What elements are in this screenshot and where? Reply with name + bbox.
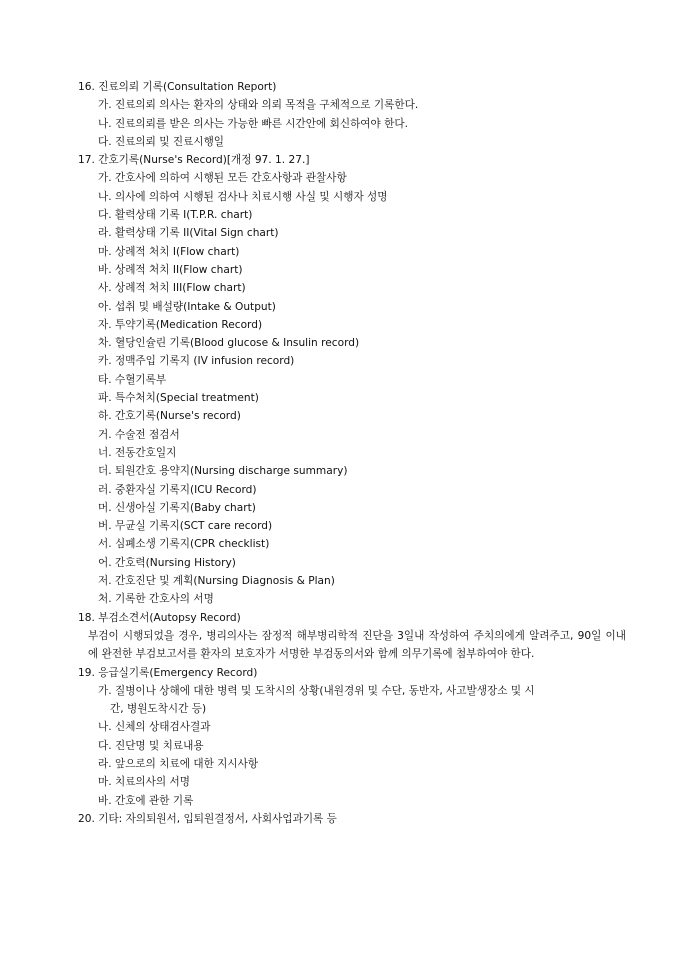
list-item: 너. 전동간호일지: [98, 446, 177, 459]
list-item: 마. 상례적 처치 I(Flow chart): [98, 245, 240, 258]
list-item: 사. 상례적 처치 III(Flow chart): [98, 282, 246, 295]
list-item: 저. 간호진단 및 계획(Nursing Diagnosis & Plan): [98, 575, 335, 588]
list-item: 어. 간호력(Nursing History): [98, 556, 236, 569]
list-item: [78, 682, 626, 719]
list-item: 아. 섭취 및 배설량(Intake & Output): [98, 300, 276, 313]
list-item: 차. 혈당인슐린 기록(Blood glucose & Insulin record): [98, 337, 360, 350]
list-item: 버. 무균실 기록지(SCT care record): [98, 520, 273, 533]
list-item: 다. 진료의뢰 및 진료시행일: [98, 135, 225, 148]
list-item: 라. 활력상태 기록 II(Vital Sign chart): [98, 227, 279, 240]
list-item: 처. 기록한 간호사의 서명: [98, 593, 214, 606]
list-item: 다. 활력상태 기록 I(T.P.R. chart): [98, 209, 253, 222]
list-item: 더. 퇴원간호 용약지(Nursing discharge summary): [98, 465, 348, 478]
list-item: 카. 정맥주입 기록지 (IV infusion record): [98, 355, 295, 368]
list-item: 거. 수술전 점검서: [98, 428, 180, 441]
section-heading-17: 17. 간호기록(Nurse's Record)[개정 97. 1. 27.]: [78, 154, 310, 167]
list-item: 가. 진료의뢰 의사는 환자의 상태와 의뢰 목적을 구체적으로 기록한다.: [98, 99, 419, 112]
list-item: 마. 치료의사의 서명: [98, 776, 190, 789]
list-item: 자. 투약기록(Medication Record): [98, 318, 263, 331]
list-item: 다. 진단명 및 치료내용: [98, 739, 204, 752]
document-body: [78, 78, 626, 828]
list-item: 하. 간호기록(Nurse's record): [98, 410, 241, 423]
list-item: 러. 중환자실 기록지(ICU Record): [98, 483, 257, 496]
section-paragraph-18: 부검이 시행되었을 경우, 병리의사는 잠정적 해부병리학적 진단을 3일내 작성하여 주치의에게 알려주고, 90일 이내에 완전한 부검보고서를 환자의 보호자가 서명한 부검동의서와 함께 의무기록에 첨부하여야 한다.: [88, 629, 626, 661]
section-heading-16: 16. 진료의뢰 기록(Consultation Report): [78, 81, 277, 93]
list-item: 나. 의사에 의하여 시행된 검사나 치료시행 사실 및 시행자 성명: [98, 190, 388, 203]
list-item: 파. 특수처치(Special treatment): [98, 392, 259, 405]
list-item: 서. 심폐소생 기록지(CPR checklist): [98, 538, 270, 551]
section-heading-18: 18. 부검소견서(Autopsy Record): [78, 611, 241, 624]
section-heading-19: 19. 응급실기록(Emergency Record): [78, 666, 258, 679]
list-item: 바. 간호에 관한 기록: [98, 794, 194, 807]
list-item: 바. 상례적 처치 II(Flow chart): [98, 263, 243, 276]
list-item: 머. 신생아실 기록지(Baby chart): [98, 501, 256, 514]
list-item: 나. 신체의 상태검사결과: [98, 721, 211, 734]
list-item: 타. 수혈기록부: [98, 373, 167, 386]
list-item-continuation: 간, 병원도착시간 등): [110, 703, 207, 716]
list-item: 나. 진료의뢰를 받은 의사는 가능한 빠른 시간안에 회신하여야 한다.: [98, 117, 408, 130]
list-item: 라. 앞으로의 치료에 대한 지시사항: [98, 757, 259, 770]
list-item-text: 가. 질병이나 상해에 대한 병력 및 도착시의 상황(내원경위 및 수단, 동반자, 사고발생장소 및 시: [98, 684, 535, 697]
section-heading-20: 20. 기타: 자의퇴원서, 입퇴원결정서, 사회사업과기록 등: [78, 812, 337, 825]
list-item: 가. 간호사에 의하여 시행된 모든 간호사항과 관찰사항: [98, 172, 347, 185]
